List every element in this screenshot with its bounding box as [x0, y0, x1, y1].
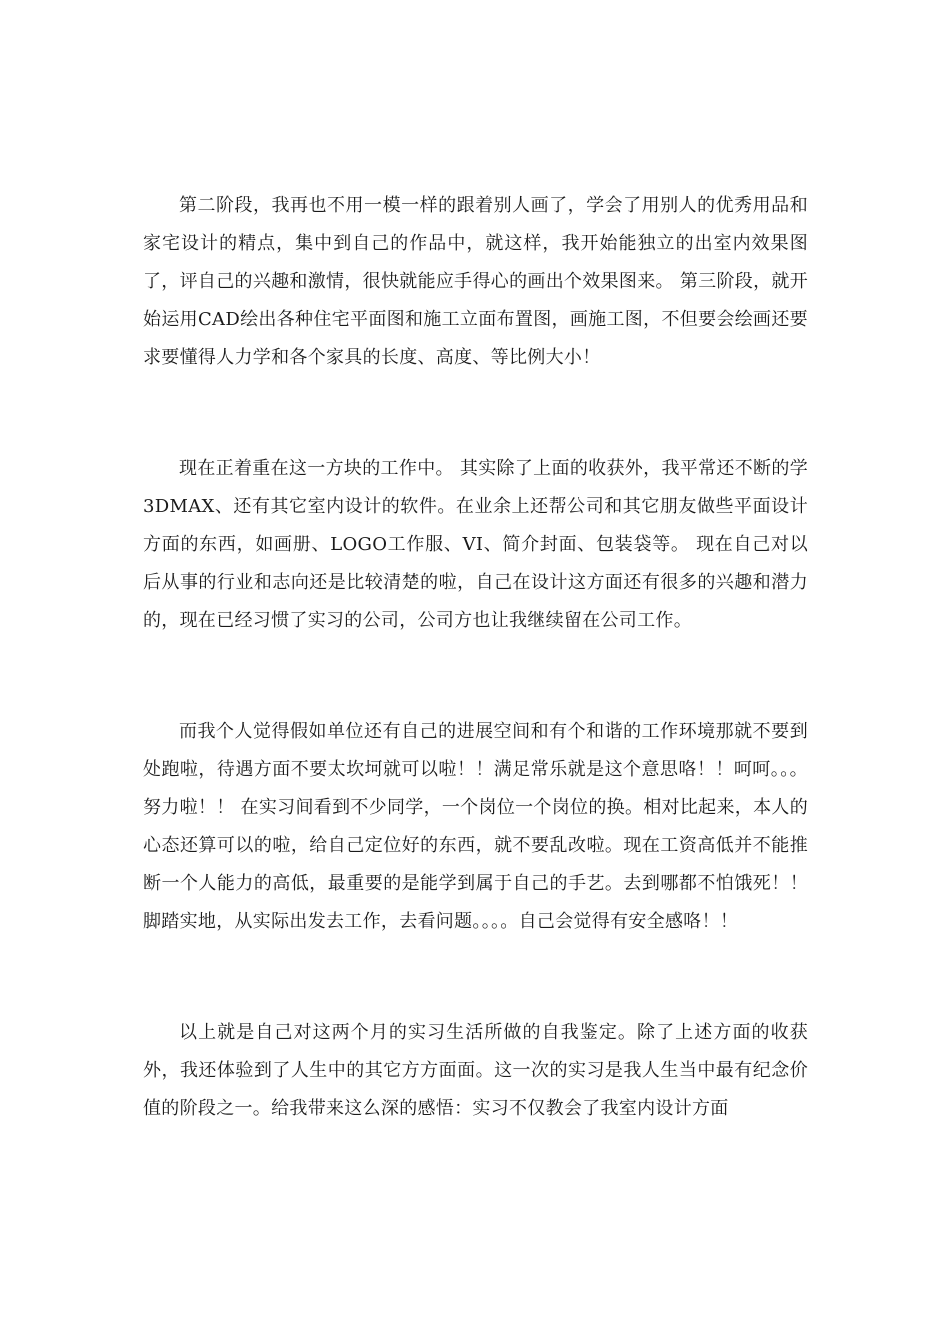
paragraph-stage-two-three: 第二阶段，我再也不用一模一样的跟着别人画了，学会了用别人的优秀用品和家宅设计的精点，集中到自己的作品中，就这样，我开始能独立的出室内效果图了，评自己的兴趣和激情，很快就能应手得心的画出个效果图来。 第三阶段，就开始运用CAD绘出各种住宅平面图和施工立面布置图，画施工图，不但要会绘画还要求要懂得人力学和各个家具的长度、高度、等比例大小！	[143, 195, 808, 368]
document-body	[143, 187, 808, 1128]
paragraph-current-work: 现在正着重在这一方块的工作中。 其实除了上面的收获外，我平常还不断的学3DMAX、还有其它室内设计的软件。在业余上还帮公司和其它朋友做些平面设计方面的东西，如画册、LOGO工作服、VI、简介封面、包装袋等。 现在自己对以后从事的行业和志向还是比较清楚的啦，自己在设计这方面还有很多的兴趣和潜力的，现在已经习惯了实习的公司，公司方也让我继续留在公司工作。	[143, 458, 808, 631]
paragraph-personal-view: 而我个人觉得假如单位还有自己的进展空间和有个和谐的工作环境那就不要到处跑啦，待遇方面不要太坎坷就可以啦！！满足常乐就是这个意思咯！！呵呵。。。努力啦！！ 在实习间看到不少同学，一个岗位一个岗位的换。相对比起来，本人的心态还算可以的啦，给自己定位好的东西，就不要乱改啦。现在工资高低并不能推断一个人能力的高低，最重要的是能学到属于自己的手艺。去到哪都不怕饿死！！脚踏实地，从实际出发去工作，去看问题。。。。自己会觉得有安全感咯！！	[143, 721, 808, 932]
paragraph-summary: 以上就是自己对这两个月的实习生活所做的自我鉴定。除了上述方面的收获外，我还体验到了人生中的其它方方面面。这一次的实习是我人生当中最有纪念价值的阶段之一。给我带来这么深的感悟：实习不仅教会了我室内设计方面	[143, 1022, 808, 1119]
